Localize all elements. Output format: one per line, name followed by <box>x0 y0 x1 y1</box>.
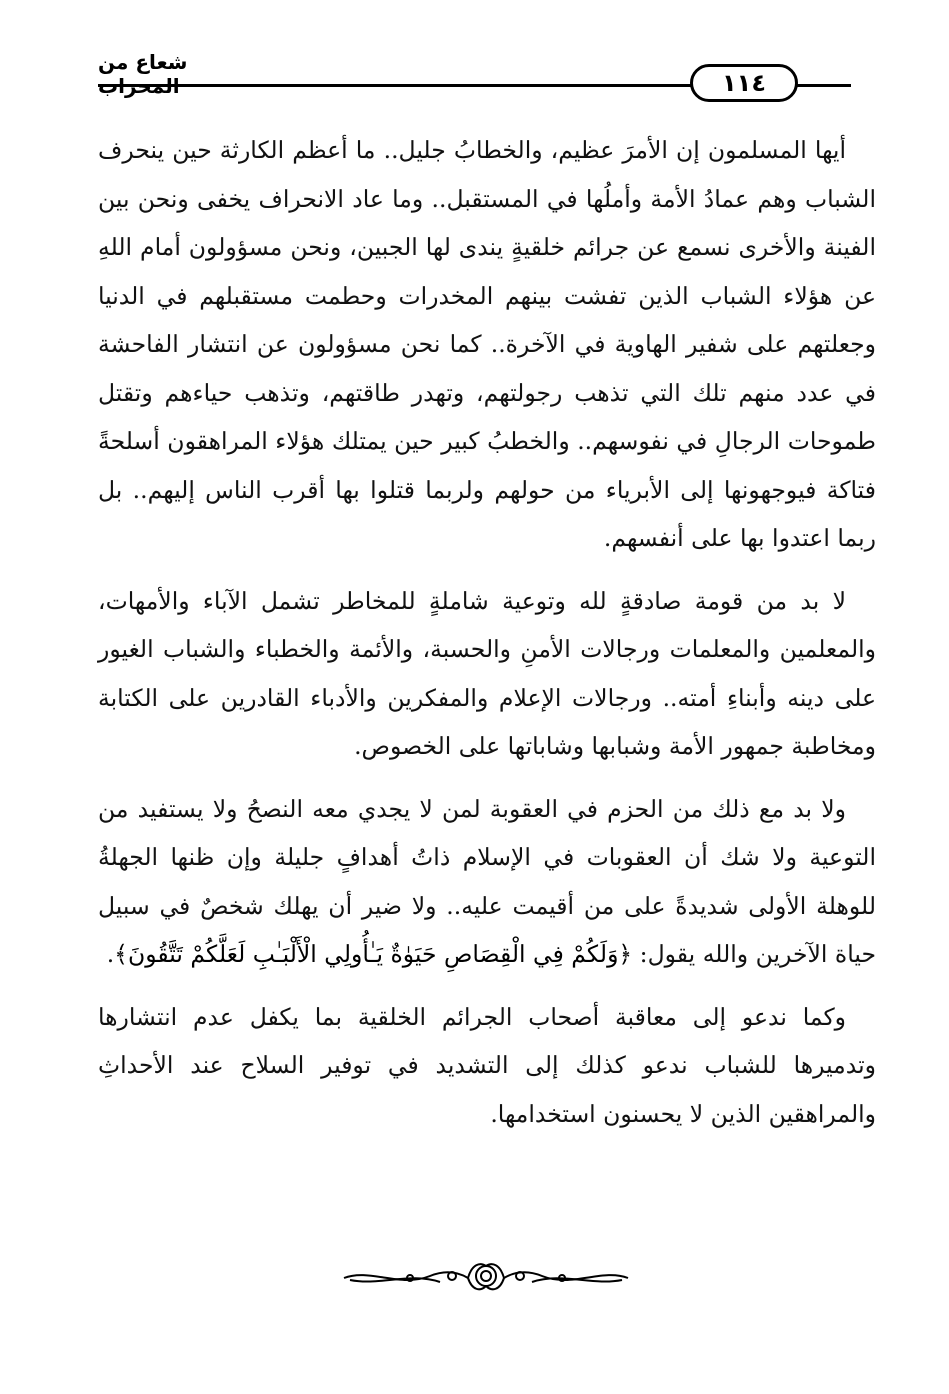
paragraph-2: لا بد من قومة صادقةٍ لله وتوعية شاملةٍ للمخاطر تشمل الآباء والأمهات، والمعلمين والمعلمات ورجالات الأمنِ والحسبة، والأئمة والخطباء والشباب الغيور على دينه وأبناءِ أمته.. ورجالات الإعلام والمفكرين والأدباء القادرين على الكتابة ومخاطبة جمهور الأمة وشبابها وشاباتها على الخصوص. <box>98 586 876 760</box>
page-number-badge: ١١٤ <box>690 64 798 102</box>
quran-verse: ﴿وَلَكُمْ فِي الْقِصَاصِ حَيَوٰةٌ يَـٰأُولِي الْأَلْبَـٰبِ لَعَلَّكُمْ تَتَّقُونَ﴾ <box>114 940 633 968</box>
paragraph-4: وكما ندعو إلى معاقبة أصحاب الجرائم الخلقية بما يكفل عدم انتشارها وتدميرها للشباب ندعو كذلك إلى التشديد في توفير السلاح عند الأحداثِ والمراهقين الذين لا يحسنون استخدامها. <box>98 1002 876 1128</box>
paragraph-3-end: . <box>106 940 115 968</box>
page-header <box>0 0 949 110</box>
paragraph-3 <box>98 785 876 979</box>
paragraph-1: أيها المسلمون إن الأمرَ عظيم، والخطابُ جليل.. ما أعظم الكارثة حين ينحرف الشباب وهم عمادُ الأمة وأملُها في المستقبل.. وما عاد الانحراف يخفى ونحن بين الفينة والأخرى نسمع عن جرائم خلقيةٍ يندى لها الجبين، ونحن مسؤولون أمام اللهِ عن هؤلاء الشباب الذين تفشت بينهم المخدرات وحطمت مستقبلهم في الدنيا وجعلتهم على شفير الهاوية في الآخرة.. كما نحن مسؤولون عن انتشار الفاحشة في عدد منهم تلك التي تذهب رجولتهم، وتهدر طاقتهم، وتذهب حياءهم وتقتل طموحات الرجالِ في نفوسهم.. والخطبُ كبير حين يمتلك هؤلاء المراهقون أسلحةً فتاكة فيوجهونها إلى الأبرياء من حولهم ولربما قتلوا بها أقرب الناس إليهم.. بل ربما اعتدوا بها على أنفسهم. <box>98 136 876 552</box>
decorative-flourish-icon <box>340 1258 632 1294</box>
paragraph-3-text: ولا بد مع ذلك من الحزم في العقوبة لمن لا يجدي معه النصحُ ولا يستفيد من التوعية ولا شك أن العقوبات في الإسلام ذاتُ أهدافٍ جليلة وإن ظنها الجهلةُ للوهلة الأولى شديدةً على من أقيمت عليه.. ولا ضير أن يهلك شخصٌ في سبيل حياة الآخرين والله يقول: <box>98 794 876 968</box>
running-title: شعاع من المحراب <box>98 50 188 98</box>
body-text <box>98 126 876 1152</box>
